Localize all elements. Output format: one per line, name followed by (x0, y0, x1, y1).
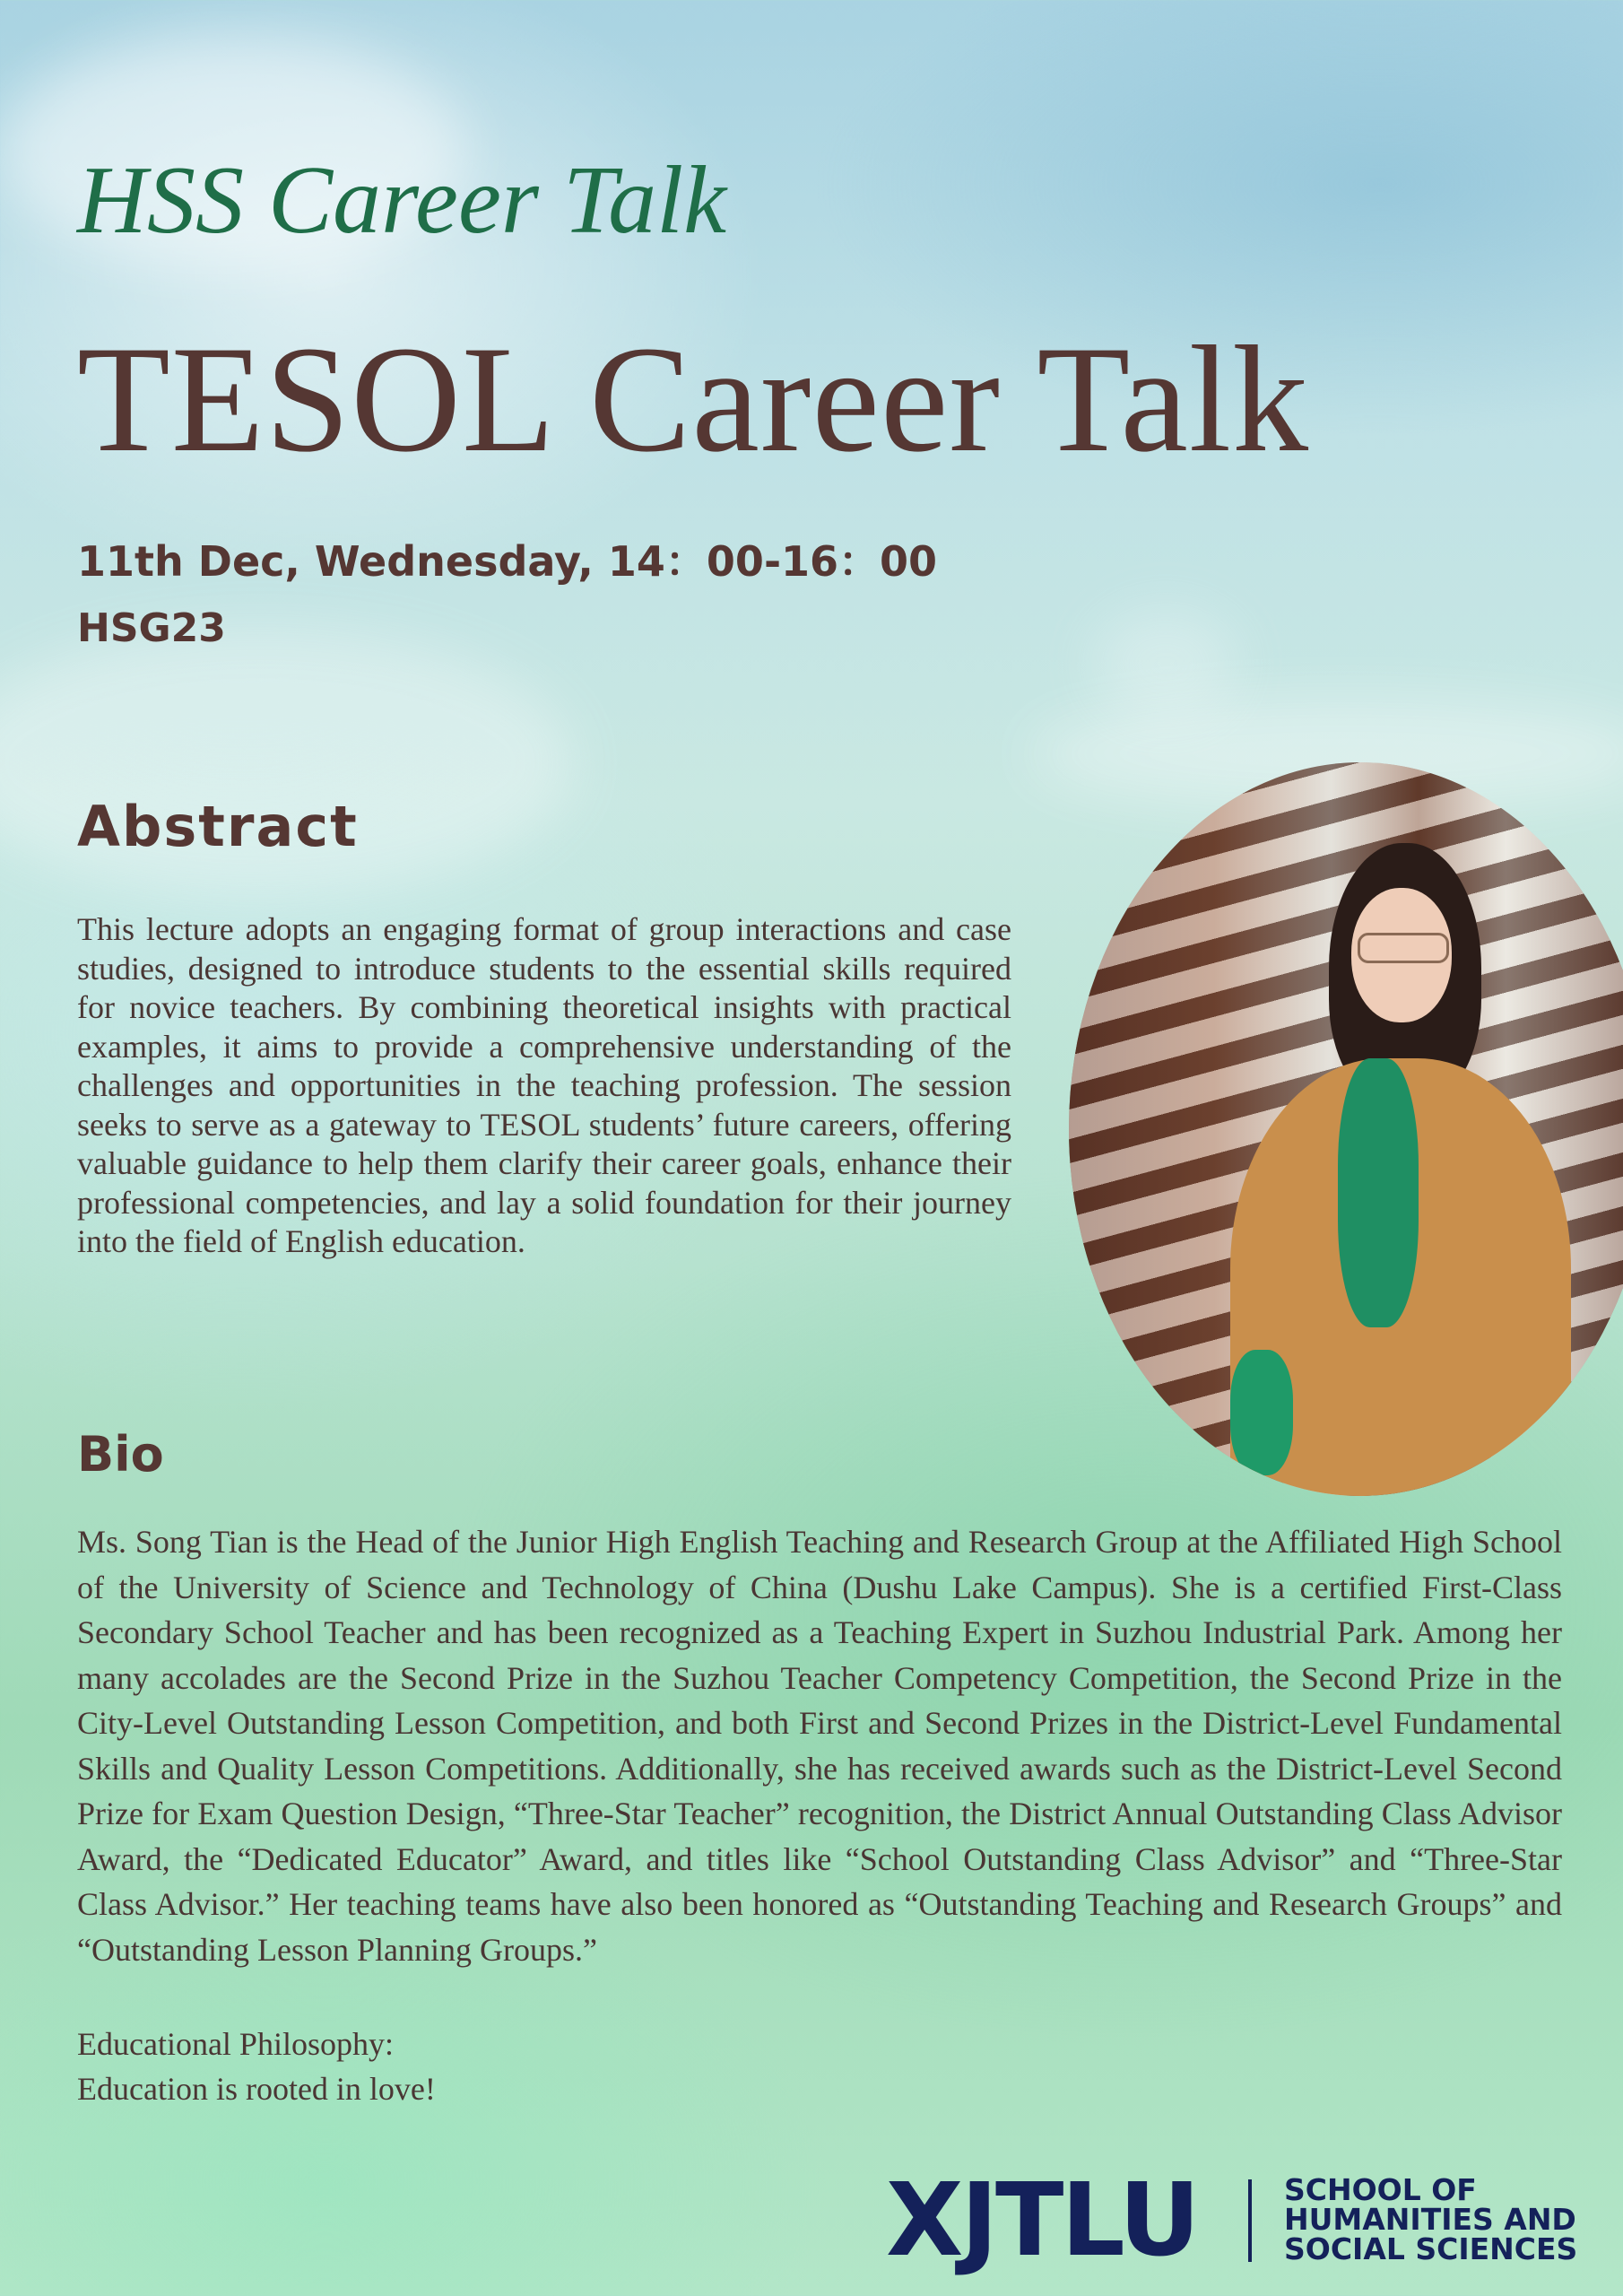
background-cloud (1094, 610, 1237, 718)
event-series-title: HSS Career Talk (77, 147, 727, 254)
bio-philosophy-label: Educational Philosophy: (77, 2026, 394, 2062)
school-name-line: SOCIAL SCIENCES (1284, 2231, 1578, 2266)
photo-scarf (1338, 1058, 1419, 1327)
school-name-line: SCHOOL OF (1284, 2172, 1477, 2207)
logo-divider (1248, 2179, 1252, 2262)
bio-philosophy: Education is rooted in love! (77, 2071, 436, 2107)
page-title: TESOL Career Talk (77, 315, 1310, 483)
abstract-heading: Abstract (77, 794, 359, 859)
xjtlu-logo: XJTLU (886, 2162, 1198, 2279)
school-name-line: HUMANITIES AND (1284, 2202, 1576, 2237)
photo-glove (1230, 1350, 1293, 1475)
event-venue: HSG23 (77, 605, 226, 651)
school-name (1284, 2172, 1578, 2266)
speaker-photo (1069, 762, 1623, 1496)
bio-heading: Bio (77, 1426, 164, 1483)
abstract-text: This lecture adopts an engaging format of group interactions and case studies, designed to introduce students to the essential skills required for novice teachers. By combining theoretical insights with practical examples, it aims to provide a comprehensive understanding of the challenges and opportunities in the teaching profession. The session seeks to serve as a gateway to TESOL students’ future careers, offering valuable guidance to help them clarify their career goals, enhance their professional competencies, and lay a solid foundation for their journey into the field of English education. (77, 911, 1011, 1259)
bio-text: Ms. Song Tian is the Head of the Junior High English Teaching and Research Group at the Affiliated High School of the University of Science and Technology of China (Dushu Lake Campus). She is a certified First-Class Secondary School Teacher and has been recognized as a Teaching Expert in Suzhou Industrial Park. Among her many accolades are the Second Prize in the Suzhou Teacher Competency Competition, the Second Prize in the City-Level Outstanding Lesson Competition, and both First and Second Prizes in the District-Level Fundamental Skills and Quality Lesson Competitions. Additionally, she has received awards such as the District-Level Second Prize for Exam Question Design, “Three-Star Teacher” recognition, the District Annual Outstanding Class Advisor Award, the “Dedicated Educator” Award, and titles like “School Outstanding Class Advisor” and “Three-Star Class Advisor.” Her teaching teams have also been honored as “Outstanding Teaching and Research Groups” and “Outstanding Lesson Planning Groups.” (77, 1524, 1562, 1968)
photo-glasses (1358, 933, 1449, 963)
event-datetime: 11th Dec, Wednesday, 14：00-16：00 (77, 537, 938, 586)
